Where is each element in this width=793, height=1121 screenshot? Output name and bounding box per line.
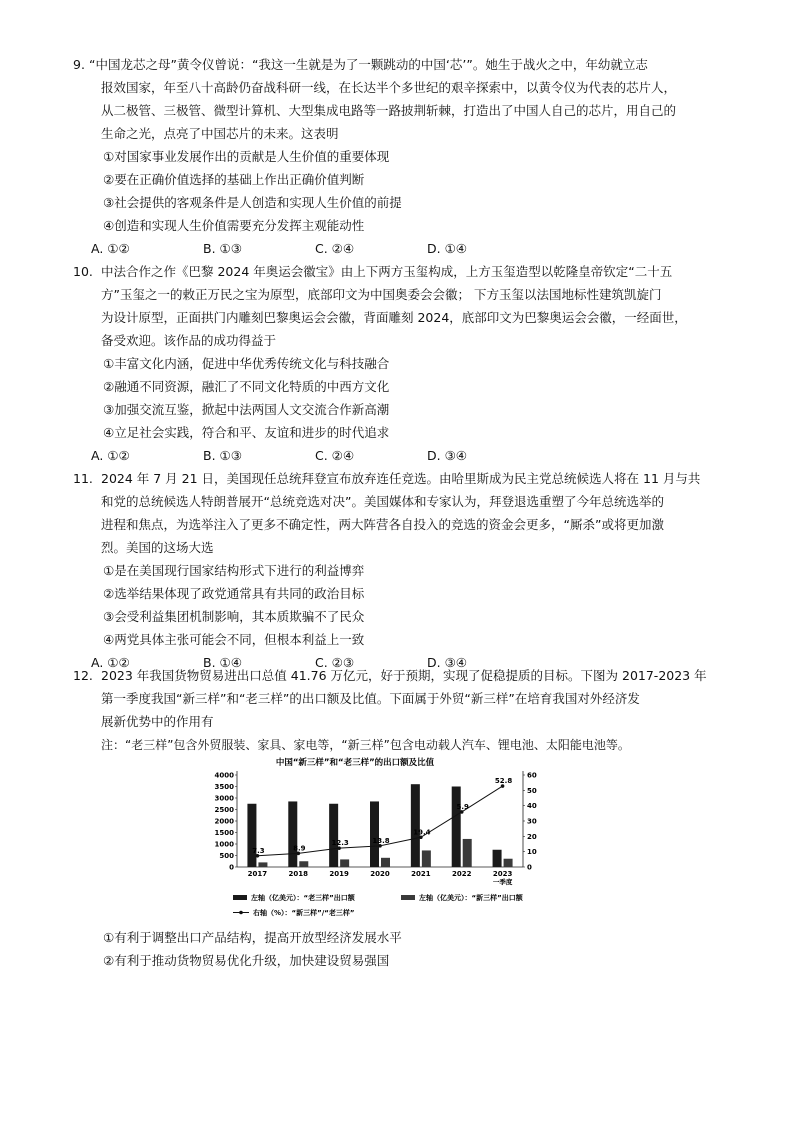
q10-stem-line: 备受欢迎。该作品的成功得益于 bbox=[101, 333, 277, 348]
right-tick-label: 60 bbox=[527, 771, 537, 780]
legend-marker-ratio bbox=[239, 911, 243, 915]
q12-option: ①有利于调整出口产品结构，提高开放型经济发展水平 bbox=[103, 930, 402, 945]
q9-option: ④创造和实现人生价值需要充分发挥主观能动性 bbox=[103, 218, 365, 233]
legend-label-new: 左轴（亿美元）：“新三样”出口额 bbox=[419, 894, 523, 902]
q12-note: 注：“老三样”包含外贸服装、家具、家电等，“新三样”包含电动载人汽车、锂电池、太阳能电池等。 bbox=[101, 738, 630, 752]
bar-old-three bbox=[288, 801, 297, 867]
x-tick-label: 2021 bbox=[411, 870, 431, 878]
answer-a[interactable]: A. ①② bbox=[91, 655, 130, 670]
x-tick-label: 2020 bbox=[370, 870, 390, 878]
legend-label-ratio: 右轴（%）：“新三样”/“老三样” bbox=[253, 909, 355, 917]
q10-option: ①丰富文化内涵，促进中华优秀传统文化与科技融合 bbox=[103, 356, 390, 371]
q10-option: ②融通不同资源，融汇了不同文化特质的中西方文化 bbox=[103, 379, 390, 394]
q9-stem-line: 报效国家，年至八十高龄仍奋战科研一线，在长达半个多世纪的艰辛探索中，以黄令仪为代表的芯片人， bbox=[101, 80, 677, 95]
left-tick-label: 4000 bbox=[214, 771, 234, 780]
q10-option: ③加强交流互鉴，掀起中法两国人文交流合作新高潮 bbox=[103, 402, 390, 417]
ratio-data-label: 52.8 bbox=[494, 777, 513, 786]
bar-old-three bbox=[247, 804, 256, 867]
chart-svg bbox=[205, 755, 575, 925]
legend-swatch-old bbox=[233, 895, 247, 900]
bar-old-three bbox=[329, 804, 338, 867]
answer-b[interactable]: B. ①③ bbox=[203, 241, 242, 256]
answer-d[interactable]: D. ①④ bbox=[427, 241, 467, 256]
bar-new-three bbox=[422, 850, 431, 867]
q12-stem-line: 第一季度我国“新三样”和“老三样”的出口额及比值。下面属于外贸“新三样”在培育我国对外经济发 bbox=[101, 691, 640, 706]
x-tick-label: 2019 bbox=[329, 870, 349, 878]
q11-number: 11. bbox=[73, 471, 93, 486]
bar-new-three bbox=[463, 839, 472, 867]
bar-old-three bbox=[452, 787, 461, 868]
q11-option: ①是在美国现行国家结构形式下进行的利益博弈 bbox=[103, 563, 365, 578]
x-tick-label: 2018 bbox=[288, 870, 309, 878]
left-tick-label: 1500 bbox=[214, 829, 234, 837]
bar-new-three bbox=[381, 858, 390, 867]
q9-stem-line: 生命之光，点亮了中国芯片的未来。这表明 bbox=[101, 126, 339, 141]
left-tick-label: 3500 bbox=[214, 783, 234, 791]
left-tick-label: 2000 bbox=[214, 817, 234, 826]
bar-new-three bbox=[299, 861, 308, 867]
right-tick-label: 40 bbox=[527, 802, 537, 811]
q9-stem-line: “中国龙芯之母”黄令仪曾说：“我这一生就是为了一颗跳动的中国‘芯’”。她生于战火之中，年幼就立志 bbox=[89, 57, 648, 72]
q11-option: ③会受利益集团机制影响，其本质欺骗不了民众 bbox=[103, 609, 365, 624]
ratio-data-label: 13.8 bbox=[372, 836, 390, 845]
right-tick-label: 50 bbox=[527, 786, 537, 795]
ratio-data-label: 12.3 bbox=[331, 839, 349, 848]
q10-stem-line: 为设计原型，正面拱门内雕刻巴黎奥运会会徽，背面雕刻 2024，底部印文为巴黎奥运会会徽，一经面世， bbox=[101, 310, 687, 325]
q9-number: 9. bbox=[73, 57, 85, 72]
answer-c[interactable]: C. ②③ bbox=[315, 655, 355, 670]
ratio-data-label: 7.3 bbox=[252, 846, 265, 855]
bar-new-three bbox=[258, 862, 267, 867]
chart-title: 中国“新三样”和“老三样”的出口额及比值 bbox=[275, 758, 435, 768]
answer-d[interactable]: D. ③④ bbox=[427, 448, 467, 463]
answer-b[interactable]: B. ①③ bbox=[203, 448, 242, 463]
answer-b[interactable]: B. ①④ bbox=[203, 655, 242, 670]
right-tick-label: 30 bbox=[527, 817, 537, 826]
legend-swatch-new bbox=[401, 895, 415, 900]
ratio-data-label: 8.9 bbox=[293, 844, 306, 853]
x-tick-sublabel: 一季度 bbox=[492, 878, 513, 886]
export-chart bbox=[205, 755, 575, 925]
q11-stem-line: 进程和焦点，为选举注入了更多不确定性，两大阵营各自投入的竞选的资金会更多，“厮杀”或将更加激 bbox=[101, 517, 664, 532]
q9-stem-line: 从二极管、三极管、微型计算机、大型集成电路等一路披荆斩棘，打造出了中国人自己的芯片，用自己的 bbox=[101, 103, 677, 118]
q11-option: ②选举结果体现了政党通常具有共同的政治目标 bbox=[103, 586, 365, 601]
right-tick-label: 20 bbox=[527, 832, 537, 841]
answer-a[interactable]: A. ①② bbox=[91, 448, 130, 463]
q9-option: ②要在正确价值选择的基础上作出正确价值判断 bbox=[103, 172, 365, 187]
x-tick-label: 2022 bbox=[451, 870, 472, 878]
q12-number: 12. bbox=[73, 668, 93, 683]
q9-option: ③社会提供的客观条件是人创造和实现人生价值的前提 bbox=[103, 195, 402, 210]
q11-stem-line: 和党的总统候选人特朗普展开“总统竞选对决”。美国媒体和专家认为，拜登退选重塑了今年总统选举的 bbox=[101, 494, 664, 509]
legend-label-old: 左轴（亿美元）：“老三样”出口额 bbox=[251, 894, 355, 902]
left-tick-label: 2500 bbox=[214, 806, 234, 814]
q10-option: ④立足社会实践，符合和平、友谊和进步的时代追求 bbox=[103, 425, 390, 440]
bar-old-three bbox=[493, 850, 502, 867]
right-tick-label: 10 bbox=[527, 848, 537, 857]
left-tick-label: 500 bbox=[219, 852, 234, 860]
bar-new-three bbox=[504, 859, 513, 867]
x-tick-label: 2017 bbox=[247, 870, 268, 878]
q10-number: 10. bbox=[73, 264, 93, 279]
q9-option: ①对国家事业发展作出的贡献是人生价值的重要体现 bbox=[103, 149, 390, 164]
right-tick-label: 0 bbox=[527, 863, 532, 872]
bar-new-three bbox=[340, 859, 349, 867]
ratio-data-label: 19.4 bbox=[413, 828, 431, 837]
left-tick-label: 1000 bbox=[214, 840, 234, 849]
answer-c[interactable]: C. ②④ bbox=[315, 448, 355, 463]
bar-old-three bbox=[370, 801, 379, 867]
answer-a[interactable]: A. ①② bbox=[91, 241, 130, 256]
x-tick-label: 2023 bbox=[492, 870, 513, 878]
q10-stem-line: 方”玉玺之一的敕正万民之宝为原型，底部印文为中国奥委会会徽； 下方玉玺以法国地标性建筑凯旋门 bbox=[101, 287, 662, 302]
q11-stem-line: 烈。美国的这场大选 bbox=[101, 540, 214, 555]
left-tick-label: 3000 bbox=[214, 794, 234, 803]
q12-stem-line: 2023 年我国货物贸易进出口总值 41.76 万亿元，好于预期，实现了促稳提质的目标。下图为 2017-2023 年 bbox=[101, 668, 707, 683]
answer-c[interactable]: C. ②④ bbox=[315, 241, 355, 256]
q12-stem-line: 展新优势中的作用有 bbox=[101, 714, 214, 729]
ratio-data-label: 5.9 bbox=[456, 802, 469, 811]
q10-stem-line: 中法合作之作《巴黎 2024 年奥运会徽宝》由上下两方玉玺构成，上方玉玺造型以乾隆皇帝钦定“二十五 bbox=[101, 264, 673, 279]
left-tick-label: 0 bbox=[229, 863, 234, 872]
q11-option: ④两党具体主张可能会不同，但根本利益上一致 bbox=[103, 632, 365, 647]
q11-stem-line: 2024 年 7 月 21 日，美国现任总统拜登宣布放弃连任竞选。由哈里斯成为民主党总统候选人将在 11 月与共 bbox=[101, 471, 701, 486]
bar-old-three bbox=[411, 784, 420, 867]
q12-option: ②有利于推动货物贸易优化升级，加快建设贸易强国 bbox=[103, 953, 390, 968]
answer-d[interactable]: D. ③④ bbox=[427, 655, 467, 670]
